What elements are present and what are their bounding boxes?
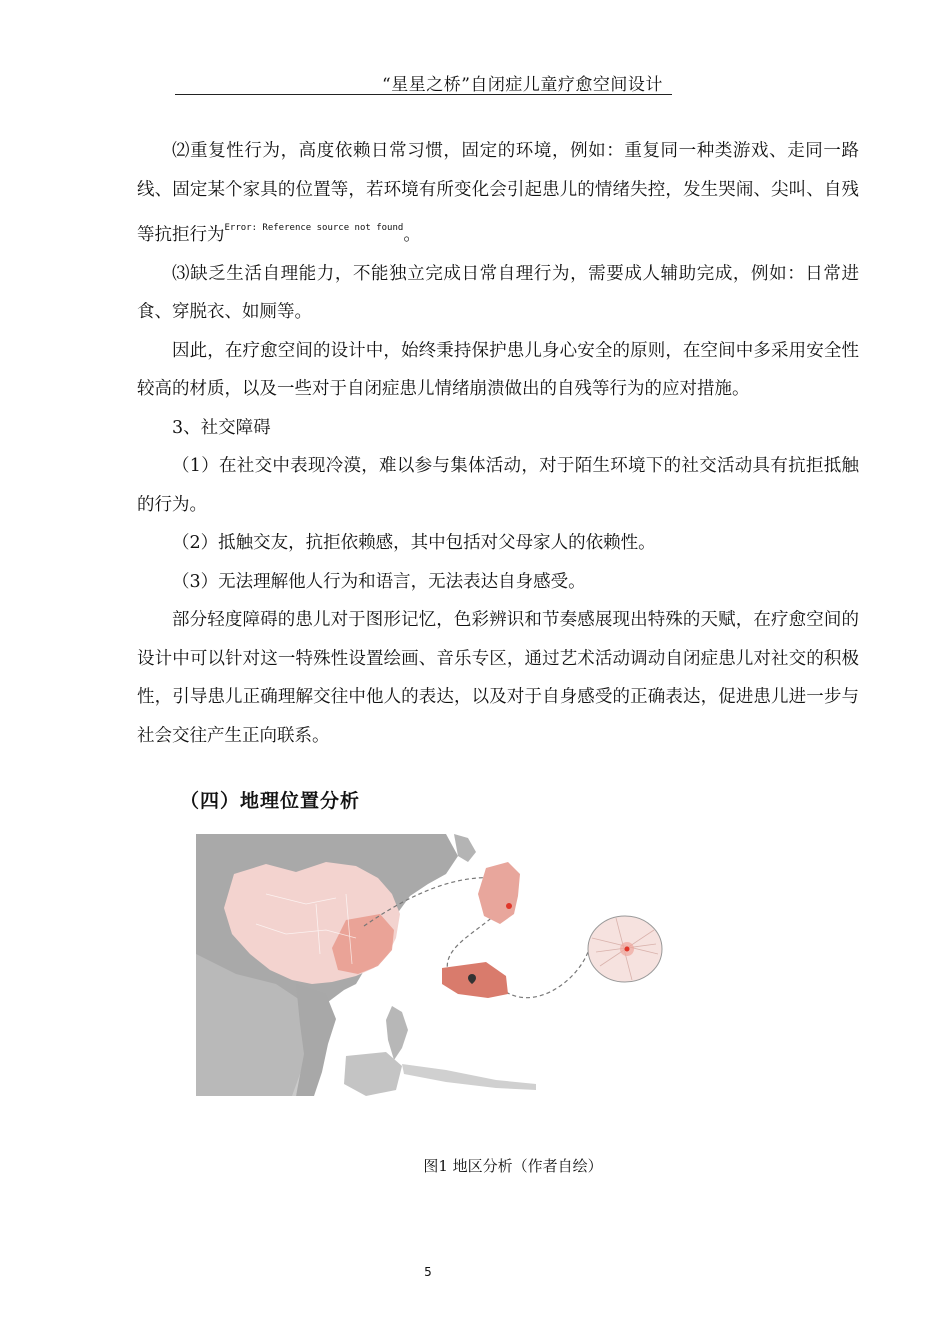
region-map (196, 834, 756, 1096)
borneo (344, 1052, 402, 1096)
figure-caption: 图1 地区分析（作者自绘） (423, 1157, 603, 1175)
page-number: 5 (424, 1265, 432, 1279)
paragraph-tail: 。 (403, 225, 421, 245)
province-inset (478, 862, 520, 924)
province-city-dot (506, 903, 512, 909)
body-text (137, 132, 859, 755)
japan-islands (454, 834, 476, 862)
paragraph-social-2: （2）抵触交友，抗拒依赖感，其中包括对父母家人的依赖性。 (172, 533, 656, 553)
paragraph-social-1: （1）在社交中表现冷漠，难以参与集体活动，对于陌生环境下的社交活动具有抗拒抵触的行为。 (137, 456, 859, 515)
paragraph-self-care: ⑶缺乏生活自理能力，不能独立完成日常自理行为，需要成人辅助完成，例如：日常进食、穿脱衣、如厕等。 (137, 263, 859, 322)
paragraph-text: ⑵重复性行为，高度依赖日常习惯，固定的环境，例如：重复同一种类游戏、走同一路线、固定某个家具的位置等，若环境有所变化会引起患儿的情绪失控，发生哭闹、尖叫、自残等抗拒行为 (137, 141, 859, 245)
section-heading: （四）地理位置分析 (180, 790, 361, 812)
subheading-social-disorder: 3、社交障碍 (172, 417, 271, 438)
reference-error: Error: Reference source not found (224, 223, 404, 233)
connector-dash-3 (506, 952, 588, 998)
indonesia-islands (402, 1064, 536, 1090)
district-site-dot (625, 947, 630, 952)
connector-dash-2 (447, 914, 496, 972)
running-header: “星星之桥”自闭症儿童疗愈空间设计 (382, 75, 663, 95)
philippines (386, 1006, 408, 1060)
paragraph-repetitive-behavior (137, 132, 859, 255)
paragraph-social-3: （3）无法理解他人行为和语言，无法表达自身感受。 (172, 571, 586, 592)
paragraph-talent: 部分轻度障碍的患儿对于图形记忆，色彩辨识和节奏感展现出特殊的天赋，在疗愈空间的设计中可以针对这一特殊性设置绘画、音乐专区，通过艺术活动调动自闭症患儿对社交的积极性，引导患儿正确理解交往中他人的表达，以及对于自身感受的正确表达，促进患儿进一步与社会交往产生正向联系。 (137, 610, 859, 746)
paragraph-design-principle: 因此，在疗愈空间的设计中，始终秉持保护患儿身心安全的原则，在空间中多采用安全性较高的材质，以及一些对于自闭症患儿情绪崩溃做出的自残等行为的应对措施。 (137, 340, 859, 399)
header-rule (175, 94, 672, 95)
region-map-figure (196, 834, 756, 1096)
